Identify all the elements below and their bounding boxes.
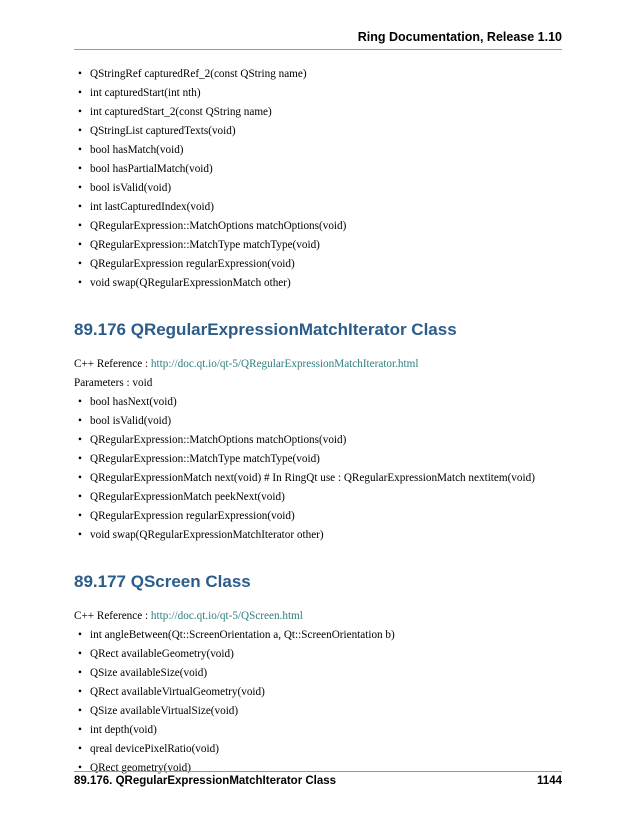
page-content <box>74 63 562 778</box>
cpp-reference-link[interactable]: http://doc.qt.io/qt-5/QScreen.html <box>150 610 303 622</box>
list-item: • void swap(QRegularExpressionMatchIterator other) <box>74 526 562 545</box>
section-heading-match-iterator: 89.176 QRegularExpressionMatchIterator Class <box>74 320 457 339</box>
list-item: • qreal devicePixelRatio(void) <box>74 740 562 759</box>
list-item: • bool isValid(void) <box>74 179 562 198</box>
list-item: • bool hasNext(void) <box>74 393 562 412</box>
section-heading-qscreen: 89.177 QScreen Class <box>74 572 251 591</box>
list-item: • int capturedStart(int nth) <box>74 84 562 103</box>
page-number: 1144 <box>537 775 562 787</box>
list-item: • QRegularExpressionMatch peekNext(void) <box>74 488 562 507</box>
cpp-reference-label: C++ Reference : <box>74 610 151 622</box>
list-item: • int capturedStart_2(const QString name) <box>74 103 562 122</box>
list-item: • void swap(QRegularExpressionMatch other) <box>74 274 562 293</box>
footer-section-title: 89.176. QRegularExpressionMatchIterator Class <box>74 775 337 787</box>
method-list-iterator <box>74 393 562 545</box>
list-item: • int angleBetween(Qt::ScreenOrientation a, Qt::ScreenOrientation b) <box>74 626 562 645</box>
list-item: • QRect geometry(void) <box>74 759 562 778</box>
list-item: • bool hasMatch(void) <box>74 141 562 160</box>
list-item: • int lastCapturedIndex(void) <box>74 198 562 217</box>
cpp-reference-label: C++ Reference : <box>74 358 151 370</box>
list-item: • QRect availableGeometry(void) <box>74 645 562 664</box>
footer-divider <box>74 771 562 772</box>
list-item: • QRegularExpression::MatchType matchType(void) <box>74 450 562 469</box>
list-item: • QRegularExpressionMatch next(void) # In RingQt use : QRegularExpressionMatch nextitem(void) <box>74 469 562 488</box>
list-item: • QRegularExpression regularExpression(void) <box>74 255 562 274</box>
list-item: • int depth(void) <box>74 721 562 740</box>
list-item: • QRegularExpression regularExpression(void) <box>74 507 562 526</box>
cpp-reference <box>74 355 562 374</box>
running-header: Ring Documentation, Release 1.10 <box>357 30 562 44</box>
list-item: • QRegularExpression::MatchOptions matchOptions(void) <box>74 217 562 236</box>
list-item: • bool isValid(void) <box>74 412 562 431</box>
list-item: • QSize availableVirtualSize(void) <box>74 702 562 721</box>
list-item: • QRect availableVirtualGeometry(void) <box>74 683 562 702</box>
header-divider <box>74 49 562 50</box>
method-list-qscreen <box>74 626 562 778</box>
list-item: • bool hasPartialMatch(void) <box>74 160 562 179</box>
list-item: • QStringRef capturedRef_2(const QString name) <box>74 65 562 84</box>
list-item: • QStringList capturedTexts(void) <box>74 122 562 141</box>
method-list-match <box>74 65 562 293</box>
list-item: • QSize availableSize(void) <box>74 664 562 683</box>
parameters-line: Parameters : void <box>74 377 153 389</box>
cpp-reference <box>74 607 562 626</box>
list-item: • QRegularExpression::MatchType matchType(void) <box>74 236 562 255</box>
list-item: • QRegularExpression::MatchOptions matchOptions(void) <box>74 431 562 450</box>
cpp-reference-link[interactable]: http://doc.qt.io/qt-5/QRegularExpressionMatchIterator.html <box>150 358 419 370</box>
